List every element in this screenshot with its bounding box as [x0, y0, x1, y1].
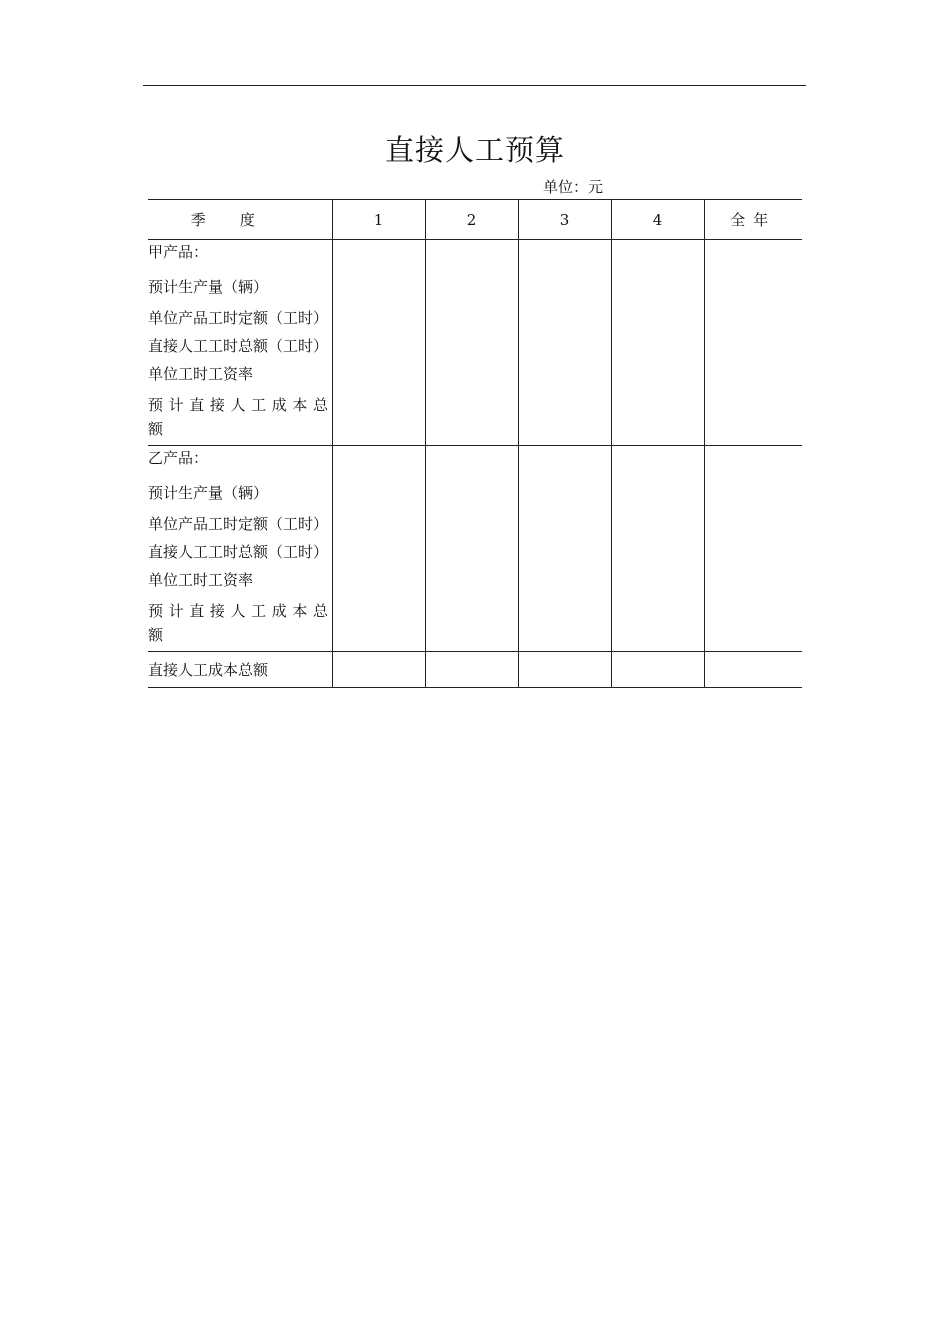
- quarter-header-3: 3: [518, 200, 611, 240]
- section-row-b: [148, 446, 802, 652]
- value-cell[interactable]: [611, 446, 704, 652]
- value-cell[interactable]: [611, 240, 704, 446]
- section-a-labels: [148, 240, 332, 446]
- row-label: 单位产品工时定额（工时）: [148, 515, 329, 533]
- value-cell[interactable]: [518, 446, 611, 652]
- value-cell[interactable]: [425, 652, 518, 688]
- row-label: 单位工时工资率: [148, 365, 254, 383]
- total-row-label: 直接人工成本总额: [148, 652, 332, 688]
- value-cell[interactable]: [611, 652, 704, 688]
- value-cell[interactable]: [425, 240, 518, 446]
- value-cell[interactable]: [518, 652, 611, 688]
- row-label: 直接人工工时总额（工时）: [148, 337, 329, 355]
- section-row-a: [148, 240, 802, 446]
- row-label: 预计生产量（辆）: [148, 484, 269, 502]
- page-title: 直接人工预算: [384, 133, 565, 167]
- value-cell[interactable]: [704, 446, 802, 652]
- quarter-header-4: 4: [611, 200, 704, 240]
- value-cell[interactable]: [704, 652, 802, 688]
- row-label: 预计直接人工成本总额: [148, 396, 332, 438]
- unit-label: 单位：元: [543, 178, 604, 196]
- season-header: 季度: [148, 200, 332, 240]
- section-b-labels: [148, 446, 332, 652]
- value-cell[interactable]: [332, 652, 425, 688]
- value-cell[interactable]: [332, 446, 425, 652]
- quarter-header-1: 1: [332, 200, 425, 240]
- header-row: [148, 200, 802, 240]
- row-label: 直接人工工时总额（工时）: [148, 543, 329, 561]
- quarter-header-2: 2: [425, 200, 518, 240]
- section-title: 甲产品：: [148, 243, 209, 261]
- row-label: 预计直接人工成本总额: [148, 602, 332, 644]
- header-rule: [143, 85, 806, 86]
- value-cell[interactable]: [518, 240, 611, 446]
- value-cell[interactable]: [704, 240, 802, 446]
- value-cell[interactable]: [332, 240, 425, 446]
- row-label: 预计生产量（辆）: [148, 278, 269, 296]
- budget-table: [148, 199, 802, 688]
- value-cell[interactable]: [425, 446, 518, 652]
- row-label: 单位产品工时定额（工时）: [148, 309, 329, 327]
- total-row: [148, 652, 802, 688]
- row-label: 单位工时工资率: [148, 571, 254, 589]
- section-title: 乙产品：: [148, 449, 209, 467]
- year-header: 全年: [704, 200, 802, 240]
